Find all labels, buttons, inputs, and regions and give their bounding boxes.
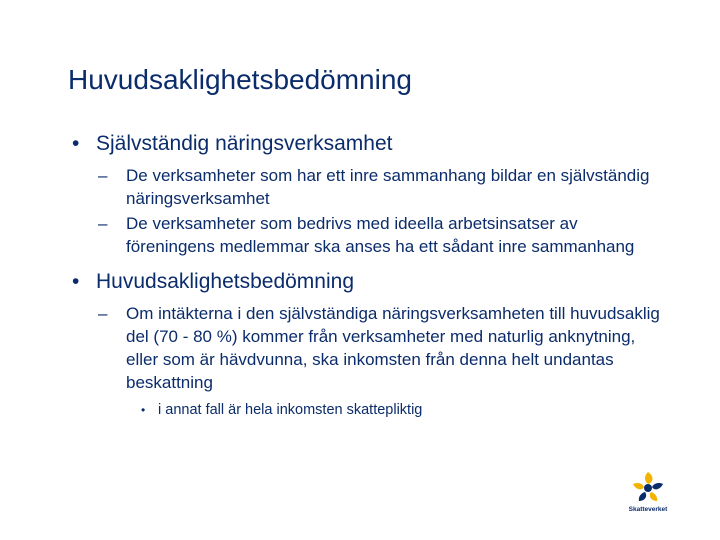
dash-marker: – <box>98 304 108 323</box>
bullet-heading: Självständig näringsverksamhet <box>96 132 393 155</box>
sub-bullet-voluntary-work <box>98 212 668 258</box>
sub-bullet-inner-context <box>98 164 668 210</box>
bullet-self-contained-business <box>68 130 668 158</box>
dash-marker: – <box>98 214 108 233</box>
sub-sub-bullet-taxable <box>141 400 668 420</box>
bullet-heading: Huvudsaklighetsbedömning <box>96 270 354 293</box>
sub-bullet-text: Om intäkterna i den självständiga näringsverksamheten till huvudsaklig del (70 - 80 %) kommer från verksamheter med naturlig anknytning, eller som är hävdvunna, ska inkomsten från denna helt undantas beskattning <box>126 304 660 392</box>
bullet-dot: • <box>72 132 80 155</box>
crown-emblem-icon <box>630 470 666 506</box>
slide-title: Huvudsaklighetsbedömning <box>68 64 412 95</box>
sub-bullet-text: De verksamheter som bedrivs med ideella arbetsinsatser av föreningens medlemmar ska anses ha ett sådant inre sammanhang <box>126 214 635 256</box>
sub-bullet-income-rule <box>98 302 668 394</box>
bullet-main-assessment <box>68 268 668 296</box>
dot-marker: • <box>141 403 146 417</box>
dash-marker: – <box>98 166 108 185</box>
sub-bullet-text: De verksamheter som har ett inre sammanhang bildar en självständig näringsverksamhet <box>126 166 650 208</box>
logo-text: Skatteverket <box>628 506 668 513</box>
slide-content <box>68 130 668 420</box>
bullet-dot: • <box>72 270 80 293</box>
skatteverket-logo <box>618 470 678 520</box>
sub-sub-bullet-text: i annat fall är hela inkomsten skattepliktig <box>158 402 423 418</box>
